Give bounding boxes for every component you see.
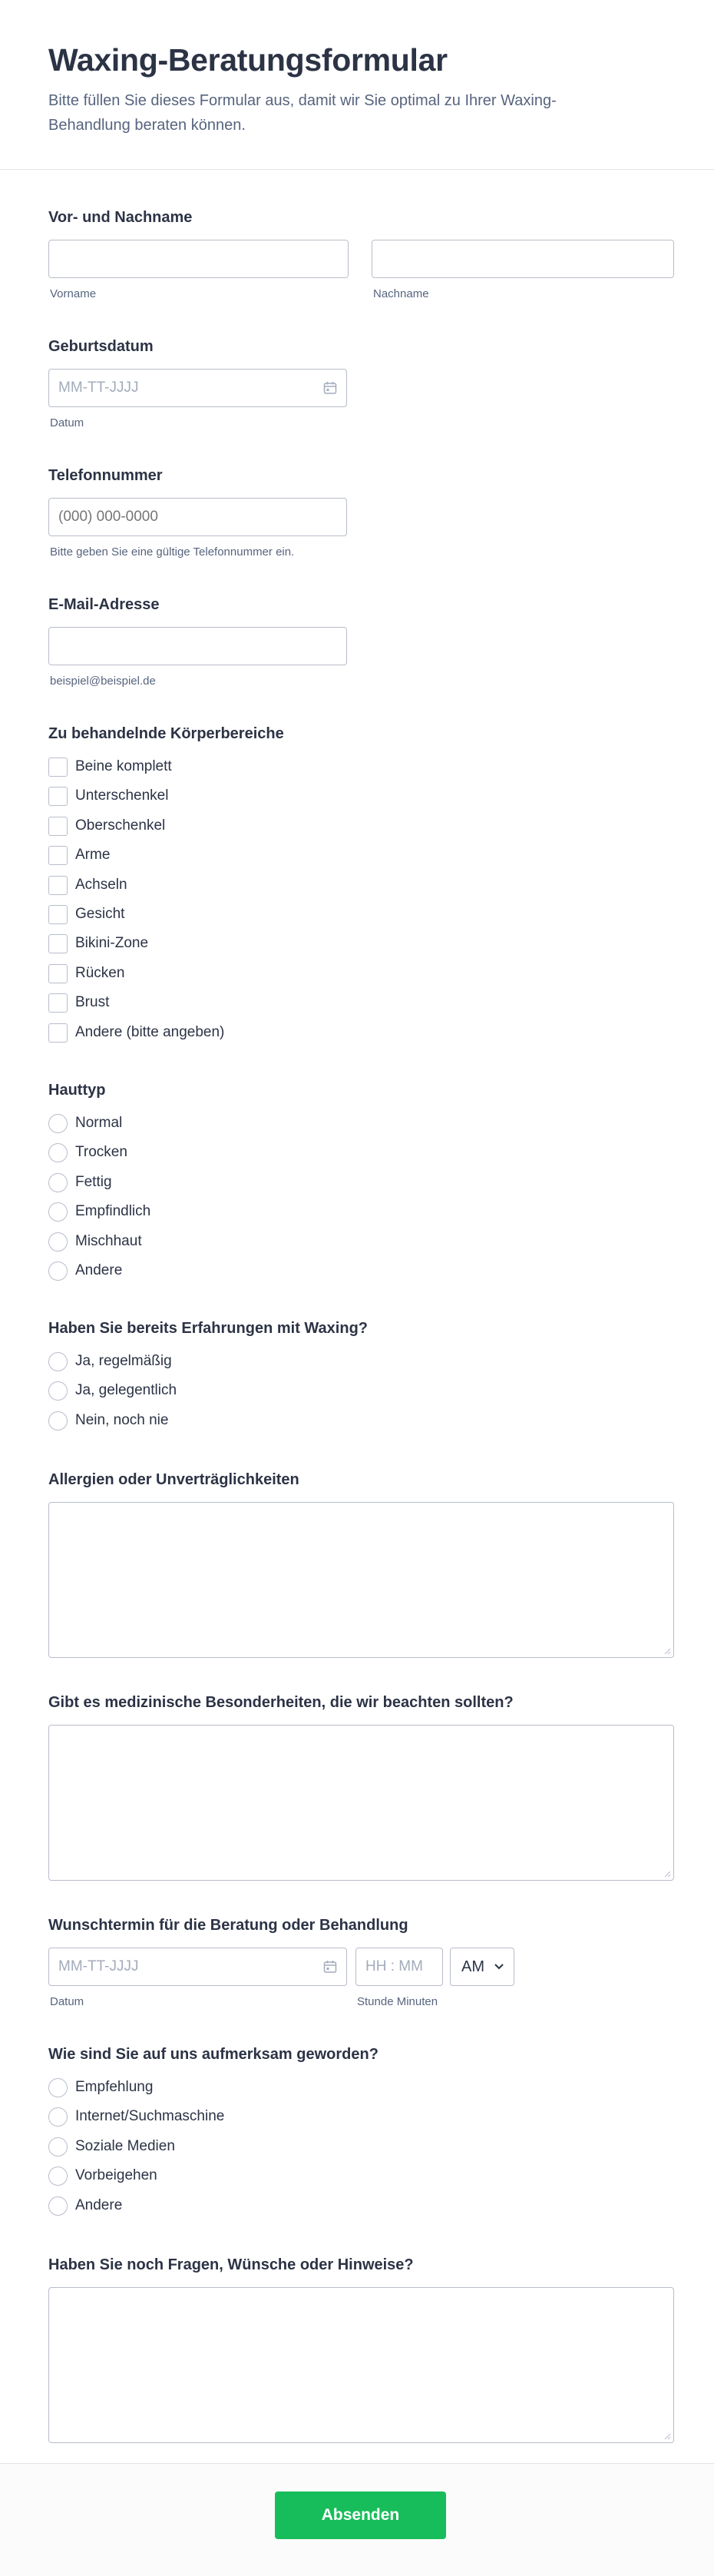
first-name-input[interactable] (48, 240, 349, 278)
experience-label: Haben Sie bereits Erfahrungen mit Waxing? (48, 1320, 368, 1337)
radio-button[interactable] (48, 2107, 68, 2127)
radio-button[interactable] (48, 1411, 68, 1431)
name-question (48, 207, 674, 307)
checkbox[interactable] (48, 846, 68, 865)
experience-question (48, 1318, 674, 1441)
form-header (0, 0, 714, 170)
checkbox[interactable] (48, 758, 68, 777)
area-option[interactable]: Rücken (48, 963, 124, 983)
radio-button[interactable] (48, 1352, 68, 1371)
area-option[interactable]: Brust (48, 993, 109, 1013)
phone-sublabel: Bitte geben Sie eine gültige Telefonnummer ein. (50, 545, 295, 559)
medical-question (48, 1692, 674, 1885)
area-option[interactable]: Andere (bitte angeben) (48, 1023, 224, 1043)
appointment-date-sublabel: Datum (50, 1995, 84, 2008)
form-footer (0, 2463, 714, 2576)
radio-button[interactable] (48, 1202, 68, 1222)
skin-option[interactable]: Empfindlich (48, 1202, 150, 1222)
birthdate-placeholder: MM-TT-JJJJ (58, 380, 139, 396)
checkbox[interactable] (48, 934, 68, 953)
radio-button[interactable] (48, 1381, 68, 1401)
appointment-date-input[interactable] (48, 1948, 347, 1986)
medical-textarea[interactable] (48, 1725, 674, 1881)
area-option[interactable]: Beine komplett (48, 757, 172, 777)
form-title: Waxing-Beratungsformular (48, 42, 448, 78)
skin-type-question (48, 1080, 674, 1288)
area-option[interactable]: Achseln (48, 875, 127, 895)
name-label: Vor- und Nachname (48, 209, 193, 226)
experience-option[interactable]: Ja, regelmäßig (48, 1351, 172, 1371)
birthdate-question (48, 337, 674, 436)
checkbox[interactable] (48, 964, 68, 983)
questions-textarea[interactable] (48, 2287, 674, 2443)
appointment-question (48, 1915, 674, 2015)
experience-option[interactable]: Ja, gelegentlich (48, 1381, 177, 1401)
referral-option[interactable]: Soziale Medien (48, 2137, 175, 2157)
phone-input[interactable] (48, 498, 347, 536)
resize-grip-icon[interactable] (663, 1870, 671, 1878)
checkbox[interactable] (48, 817, 68, 836)
chevron-down-icon (494, 1963, 504, 1971)
resize-grip-icon[interactable] (663, 2432, 671, 2440)
appointment-time-placeholder: HH : MM (365, 1958, 423, 1974)
checkbox[interactable] (48, 905, 68, 924)
checkbox[interactable] (48, 787, 68, 806)
calendar-icon[interactable] (323, 381, 337, 395)
referral-label: Wie sind Sie auf uns aufmerksam geworden? (48, 2046, 378, 2063)
birthdate-sublabel: Datum (50, 416, 84, 429)
referral-question (48, 2044, 674, 2225)
resize-grip-icon[interactable] (663, 1647, 671, 1655)
last-name-input[interactable] (372, 240, 674, 278)
referral-option[interactable]: Andere (48, 2196, 122, 2216)
form-subtitle: Bitte füllen Sie dieses Formular aus, damit wir Sie optimal zu Ihrer Waxing-Behandlung beraten können. (48, 92, 557, 134)
radio-button[interactable] (48, 1232, 68, 1252)
email-label: E-Mail-Adresse (48, 596, 160, 613)
body-areas-label: Zu behandelnde Körperbereiche (48, 725, 284, 742)
last-name-sublabel: Nachname (373, 287, 429, 300)
birthdate-input[interactable] (48, 369, 347, 407)
radio-button[interactable] (48, 2196, 68, 2216)
first-name-sublabel: Vorname (50, 287, 97, 300)
experience-option[interactable]: Nein, noch nie (48, 1411, 168, 1431)
referral-option[interactable]: Vorbeigehen (48, 2166, 157, 2186)
referral-option[interactable]: Internet/Suchmaschine (48, 2107, 224, 2127)
radio-button[interactable] (48, 1114, 68, 1133)
area-option[interactable]: Bikini-Zone (48, 933, 148, 953)
phone-question (48, 466, 674, 565)
skin-option[interactable]: Mischhaut (48, 1232, 142, 1252)
email-question (48, 595, 674, 695)
appointment-time-sublabel: Stunde Minuten (357, 1995, 438, 2008)
radio-button[interactable] (48, 1261, 68, 1281)
area-option[interactable]: Gesicht (48, 904, 124, 924)
email-sublabel: beispiel@beispiel.de (50, 675, 156, 688)
radio-button[interactable] (48, 2078, 68, 2097)
allergies-question (48, 1470, 674, 1662)
appointment-label: Wunschtermin für die Beratung oder Behandlung (48, 1917, 408, 1934)
questions-label: Haben Sie noch Fragen, Wünsche oder Hinweise? (48, 2256, 414, 2273)
skin-type-label: Hauttyp (48, 1082, 106, 1099)
questions-question (48, 2255, 674, 2447)
calendar-icon[interactable] (323, 1960, 337, 1974)
phone-label: Telefonnummer (48, 467, 163, 484)
allergies-label: Allergien oder Unverträglichkeiten (48, 1471, 299, 1488)
appointment-time-input[interactable] (355, 1948, 443, 1986)
submit-button[interactable]: Absenden (275, 2491, 446, 2539)
skin-option[interactable]: Andere (48, 1261, 122, 1281)
area-option[interactable]: Oberschenkel (48, 816, 165, 836)
referral-option[interactable]: Empfehlung (48, 2077, 153, 2097)
ampm-select[interactable] (450, 1948, 514, 1986)
area-option[interactable]: Unterschenkel (48, 786, 168, 806)
medical-label: Gibt es medizinische Besonderheiten, die wir beachten sollten? (48, 1694, 514, 1711)
body-areas-question (48, 724, 674, 1046)
email-input[interactable] (48, 627, 347, 665)
area-option[interactable]: Arme (48, 845, 110, 865)
radio-button[interactable] (48, 1173, 68, 1192)
birthdate-label: Geburtsdatum (48, 338, 154, 355)
allergies-textarea[interactable] (48, 1502, 674, 1658)
radio-button[interactable] (48, 1143, 68, 1162)
skin-option[interactable]: Normal (48, 1113, 122, 1133)
checkbox[interactable] (48, 993, 68, 1013)
skin-option[interactable]: Fettig (48, 1172, 112, 1192)
checkbox[interactable] (48, 876, 68, 895)
radio-button[interactable] (48, 2137, 68, 2157)
appointment-date-placeholder: MM-TT-JJJJ (58, 1958, 139, 1974)
ampm-value: AM (461, 1958, 484, 1975)
skin-option[interactable]: Trocken (48, 1142, 127, 1162)
radio-button[interactable] (48, 2167, 68, 2186)
checkbox[interactable] (48, 1023, 68, 1043)
